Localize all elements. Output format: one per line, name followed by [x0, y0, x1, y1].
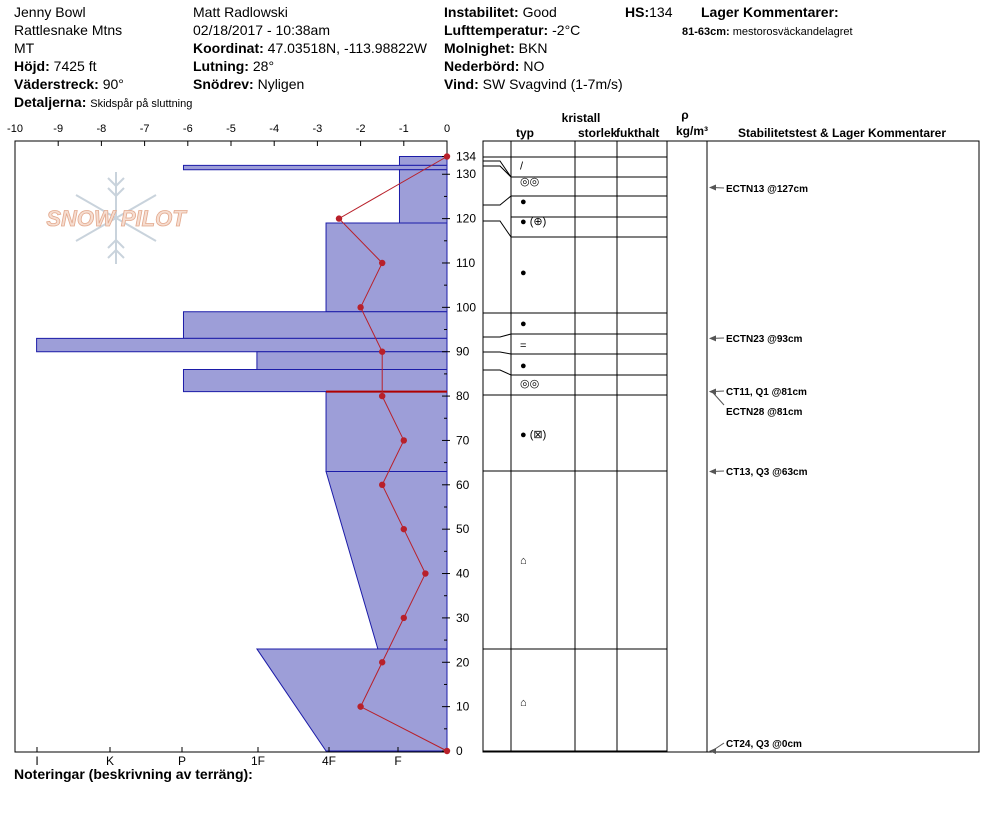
- depth-tick-label: 30: [456, 610, 470, 625]
- header-crystal: kristall: [561, 111, 601, 125]
- hs-value: 134: [649, 4, 673, 20]
- temp-tick-label: -10: [7, 123, 23, 135]
- stability-test-label: CT13, Q3 @63cm: [726, 467, 808, 478]
- hardness-tick-label: 4F: [321, 754, 337, 768]
- hardness-layer: [326, 392, 447, 472]
- temp-tick-label: -9: [53, 123, 64, 135]
- grain-type-symbol: ⌂: [520, 697, 527, 710]
- temp-tick-label: -6: [182, 123, 193, 135]
- grain-type-symbol: =: [520, 340, 527, 353]
- stability-test-label: ECTN23 @93cm: [726, 334, 803, 345]
- grain-type-symbol: ●: [520, 360, 527, 373]
- temperature-point: [379, 659, 385, 665]
- observer: Matt Radlowski: [193, 4, 288, 20]
- layer-comment-range: 81-63cm:: [682, 26, 730, 38]
- depth-tick-label: 90: [456, 344, 470, 359]
- depth-tick-label: 60: [456, 477, 470, 492]
- slope: 28°: [252, 58, 275, 74]
- temperature-point: [379, 482, 385, 488]
- depth-tick-label: 20: [456, 655, 470, 670]
- header-density-unit: kg/m³: [675, 124, 709, 138]
- aspect-label: Väderstreck:: [14, 76, 99, 92]
- sky-label: Molnighet:: [444, 40, 515, 56]
- hardness-tick-label: P: [177, 754, 187, 768]
- stability-label: Instabilitet:: [444, 4, 519, 20]
- test-arrow-head: [709, 748, 716, 754]
- layer-comments-label: Lager Kommentarer:: [701, 4, 839, 20]
- wind-label: Vind:: [444, 76, 479, 92]
- layer-leader-line: [483, 334, 511, 337]
- test-arrow-head: [709, 468, 716, 474]
- depth-tick-label: 134: [456, 149, 477, 164]
- depth-tick-label: 50: [456, 522, 470, 537]
- stability-test-label: CT24, Q3 @0cm: [726, 739, 802, 750]
- temperature-point: [401, 437, 407, 443]
- notes-label: Noteringar (beskrivning av terräng):: [14, 766, 253, 782]
- hardness-layer: [257, 649, 447, 751]
- layer-leader-line: [483, 221, 511, 237]
- temperature-point: [444, 153, 450, 159]
- grain-type-symbol: ●: [520, 195, 527, 208]
- stability: Good: [522, 4, 557, 20]
- grain-type-symbol: ◎◎: [520, 175, 540, 188]
- depth-tick-label: 10: [456, 699, 470, 714]
- temperature-point: [444, 748, 450, 754]
- layer-leader-line: [483, 352, 511, 354]
- grain-type-symbol: ⌂: [520, 555, 527, 568]
- header-stability-comments: Stabilitetstest & Lager Kommentarer: [737, 126, 947, 140]
- details-label: Detaljerna:: [14, 94, 87, 110]
- grain-type-symbol: ● (⊠): [520, 428, 547, 441]
- layer-comment: mestorosväckandelagret: [732, 26, 853, 38]
- depth-tick-label: 130: [456, 167, 477, 182]
- test-arrow-head: [709, 389, 716, 395]
- precip-label: Nederbörd:: [444, 58, 520, 74]
- hardness-layer: [37, 338, 447, 351]
- hardness-tick-label: K: [105, 754, 115, 768]
- wind-loading: Nyligen: [257, 76, 305, 92]
- header-type: typ: [516, 126, 534, 140]
- layer-leader-line: [483, 161, 511, 177]
- temp-tick-label: 0: [443, 123, 451, 135]
- temp-tick-label: -1: [398, 123, 409, 135]
- datetime: 02/18/2017 - 10:38am: [193, 22, 330, 38]
- air-temp: -2°C: [552, 22, 581, 38]
- coord-label: Koordinat:: [193, 40, 264, 56]
- hardness-tick-label: I: [35, 754, 39, 768]
- hardness-layer: [183, 312, 447, 339]
- depth-tick-label: 110: [456, 255, 476, 270]
- hardness-layer: [183, 165, 447, 169]
- hardness-layer: [326, 223, 447, 312]
- stability-test-label: ECTN28 @81cm: [726, 407, 803, 418]
- temp-tick-label: -7: [139, 123, 150, 135]
- depth-tick-label: 70: [456, 433, 470, 448]
- temperature-point: [401, 615, 407, 621]
- temp-tick-label: -2: [355, 123, 366, 135]
- temperature-point: [357, 304, 363, 310]
- hs-label: HS:: [625, 4, 650, 20]
- hardness-layer: [326, 471, 447, 648]
- temp-tick-label: -5: [226, 123, 236, 135]
- temp-tick-label: -4: [269, 123, 280, 135]
- air-temp-label: Lufttemperatur:: [444, 22, 549, 38]
- header-density-rho: ρ: [681, 108, 689, 122]
- header-size: storlek: [578, 126, 618, 140]
- hardness-tick-label: 1F: [250, 754, 266, 768]
- hardness-layer: [183, 369, 447, 391]
- depth-tick-label: 80: [456, 389, 470, 404]
- hardness-layer: [257, 352, 447, 370]
- temperature-point: [379, 393, 385, 399]
- slope-label: Lutning:: [193, 58, 249, 74]
- depth-tick-label: 120: [456, 211, 477, 226]
- grain-type-symbol: /: [520, 160, 524, 173]
- location: Jenny Bowl: [14, 4, 86, 20]
- test-arrow-head: [709, 335, 716, 341]
- details: Skidspår på sluttning: [90, 98, 193, 110]
- layer-table-frame: [483, 141, 979, 752]
- depth-tick-label: 100: [456, 300, 477, 315]
- snowpilot-logo-text: SNOW PILOT: [46, 206, 186, 231]
- elevation-label: Höjd:: [14, 58, 50, 74]
- coords: 47.03518N, -113.98822W: [267, 40, 427, 56]
- temp-tick-label: -8: [96, 123, 107, 135]
- temperature-point: [379, 349, 385, 355]
- layer-leader-line: [483, 370, 511, 375]
- grain-type-symbol: ●: [520, 317, 527, 330]
- temperature-point: [357, 703, 363, 709]
- stability-test-label: CT11, Q1 @81cm: [726, 387, 807, 398]
- stability-test-label: ECTN13 @127cm: [726, 184, 809, 195]
- wind-loading-label: Snödrev:: [193, 76, 254, 92]
- mountain-range: Rattlesnake Mtns: [14, 22, 123, 38]
- precip: NO: [523, 58, 545, 74]
- aspect: 90°: [102, 76, 124, 92]
- temperature-point: [379, 260, 385, 266]
- header-moisture: fukthalt: [616, 126, 660, 140]
- grain-type-symbol: ●: [520, 266, 527, 279]
- hardness-layer: [399, 170, 447, 223]
- depth-tick-label: 40: [456, 566, 470, 581]
- depth-tick-label: 0: [456, 744, 463, 758]
- temp-tick-label: -3: [312, 123, 323, 135]
- layer-leader-line: [483, 196, 511, 205]
- hardness-tick-label: F: [394, 754, 402, 768]
- elevation: 7425 ft: [53, 58, 97, 74]
- temperature-point: [336, 215, 342, 221]
- grain-type-symbol: ● (⊕): [520, 215, 547, 228]
- temperature-point: [401, 526, 407, 532]
- sky: BKN: [518, 40, 548, 56]
- state: MT: [14, 40, 35, 56]
- temperature-point: [422, 570, 428, 576]
- grain-type-symbol: ◎◎: [520, 377, 540, 390]
- wind: SW Svagvind (1-7m/s): [482, 76, 623, 92]
- test-arrow-head: [709, 185, 716, 191]
